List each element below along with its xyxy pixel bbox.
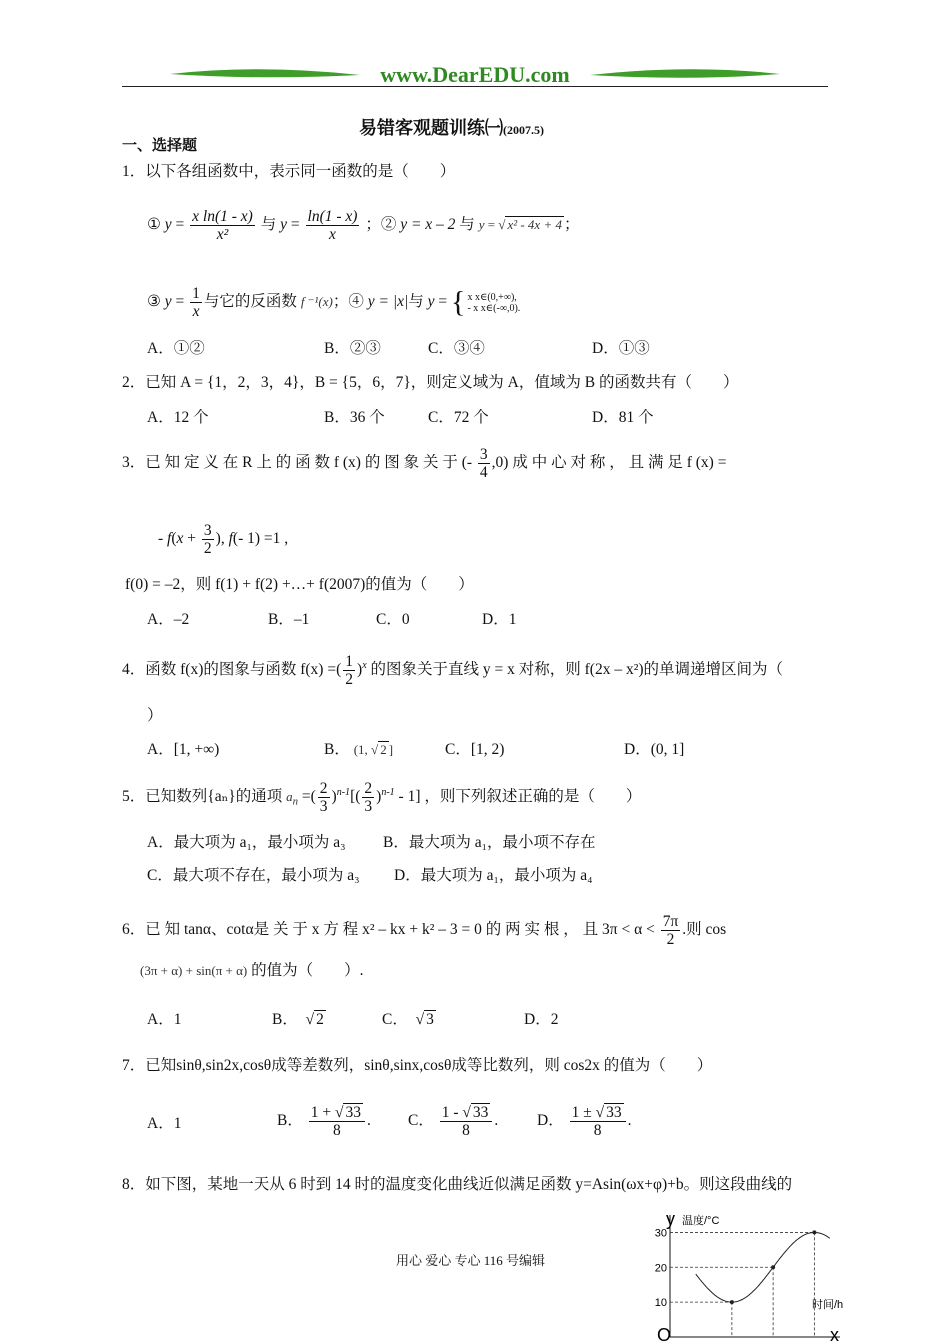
q1-option-d: D．①③ — [592, 340, 650, 357]
q2-option-c: C．72 个 — [428, 409, 489, 426]
x-axis-letter: x — [830, 1325, 839, 1343]
logo-text: www.DearEDU.com — [380, 62, 570, 87]
origin-label: O — [656, 1325, 672, 1343]
question-8-stem: 8．如下图，某地一天从 6 时到 14 时的温度变化曲线近似满足函数 y=Asin(ωx+φ)+b。则这段曲线的 — [122, 1176, 793, 1193]
question-1-pair-2: ③ y = $\frac{1}{x}$ 与它的反函数 f ⁻¹(x)；④ y = |x|与 y = { x x∈(0,+∞), - x x∈(-∞,0). — [147, 285, 521, 320]
question-3-stem: 3．已 知 定 义 在 R 上 的 函 数 f (x) 的 图 象 关 于 (- $\frac{3}{4}$ ,0) 成 中 心 对 称 ， 且 满 足 f (x) = — [122, 446, 727, 481]
question-3-line-2: f(0) = –2，则 f(1) + f(2) +…+ f(2007)的值为（ ） — [125, 576, 474, 593]
q1-option-c: C．③④ — [428, 340, 485, 357]
data-point — [812, 1230, 816, 1234]
q2-option-a: A．12 个 — [147, 409, 209, 426]
question-5-stem: 5．已知数列{aₙ}的通项 $a_n$ =( $\frac{2}{3}$ )$^{n-1}$[( $\frac{2}{3}$ )$^{n-1}$ - 1] ，则下列叙述正确的是（ ） — [122, 780, 642, 815]
q6-option-b: B． √ 2 — [272, 1011, 324, 1028]
site-logo — [170, 62, 780, 88]
page-title: 易错客观题训练㈠(2007.5) — [359, 118, 544, 138]
q6-option-a: A．1 — [147, 1011, 182, 1028]
question-6-stem: 6．已 知 tanα、cotα是 关 于 x 方 程 x² – kx + k² – 3 = 0 的 两 实 根 ， 且 3π < α < $\frac{7\pi}{2}$ .则 cos — [122, 913, 727, 948]
question-1-pair-1: ① y = $\frac{\text{x ln(1 - x)}}{\text{x²}}$ 与 y = $\frac{\ln(1 - x)}{x}$ ；② y = x – 2 与 y = √ x² - 4x + 4 ； — [147, 208, 580, 243]
q5-option-c: C．最大项不存在，最小项为 a₃ — [147, 867, 360, 884]
q6-option-c: C． √ 3 — [382, 1011, 434, 1028]
q7-option-d: D． $\frac{1 \pm √ 33}{8}$ . — [537, 1104, 632, 1139]
question-7-stem: 7．已知sinθ,sin2x,cosθ成等差数列，sinθ,sinx,cosθ成等比数列，则 cos2x 的值为（ ） — [122, 1057, 713, 1074]
q2-option-d: D．81 个 — [592, 409, 654, 426]
question-4-close: ） — [147, 707, 163, 724]
y-axis-label: 温度/°C — [682, 1215, 720, 1227]
y-tick-label: 20 — [654, 1262, 667, 1275]
question-3-condition: - f(x + $\frac{3}{2}$ ), f(- 1) =1 , — [158, 522, 289, 557]
q4-option-d: D．(0, 1] — [624, 741, 685, 758]
q3-option-d: D．1 — [482, 611, 517, 628]
q3-option-c: C．0 — [376, 611, 410, 628]
q2-option-b: B．36 个 — [324, 409, 385, 426]
section-title: 一、选择题 — [122, 137, 198, 154]
y-tick-label: 30 — [654, 1227, 667, 1240]
q4-option-a: A．[1, +∞) — [147, 741, 220, 758]
q4-option-c: C．[1, 2) — [445, 741, 505, 758]
q6-option-d: D．2 — [524, 1011, 559, 1028]
q3-option-a: A．–2 — [147, 611, 190, 628]
y-axis-letter: y — [666, 1209, 675, 1229]
data-point — [771, 1265, 775, 1269]
y-tick-label: 10 — [654, 1297, 667, 1310]
question-4-stem: 4．函数 f(x)的图象与函数 f(x) =( $\frac{1}{2}$ )$^x$ 的图象关于直线 y = x 对称，则 f(2x – x²)的单调递增区间为（ — [122, 653, 784, 688]
question-6-line-2: (3π + α) + sin(π + α) 的值为（ ）. — [140, 962, 364, 979]
temperature-chart — [650, 1205, 850, 1343]
q5-option-b: B．最大项为 a₁，最小项不存在 — [383, 834, 596, 851]
q3-option-b: B．–1 — [268, 611, 310, 628]
q5-option-a: A．最大项为 a₁，最小项为 a₃ — [147, 834, 346, 851]
q7-option-c: C． $\frac{1 - √ 33}{8}$ . — [408, 1104, 499, 1139]
question-1-stem: 1．以下各组函数中，表示同一函数的是（ ） — [122, 163, 456, 180]
data-point — [730, 1300, 734, 1304]
x-axis-label: 时间/h — [812, 1299, 844, 1311]
q4-option-b: B． (1, √ 2 ] — [324, 741, 394, 758]
question-2-stem: 2．已知 A = {1，2，3，4}，B = {5，6，7}，则定义域为 A，值域为 B 的函数共有（ ） — [122, 374, 739, 391]
q7-option-a: A．1 — [147, 1115, 182, 1132]
q7-option-b: B． $\frac{1 + √ 33}{8}$ . — [277, 1104, 371, 1139]
page-footer: 用心 爱心 专心 116 号编辑 — [396, 1253, 546, 1268]
q5-option-d: D．最大项为 a₁，最小项为 a₄ — [394, 867, 593, 884]
q1-option-b: B．②③ — [324, 340, 381, 357]
q1-option-a: A．①② — [147, 340, 205, 357]
